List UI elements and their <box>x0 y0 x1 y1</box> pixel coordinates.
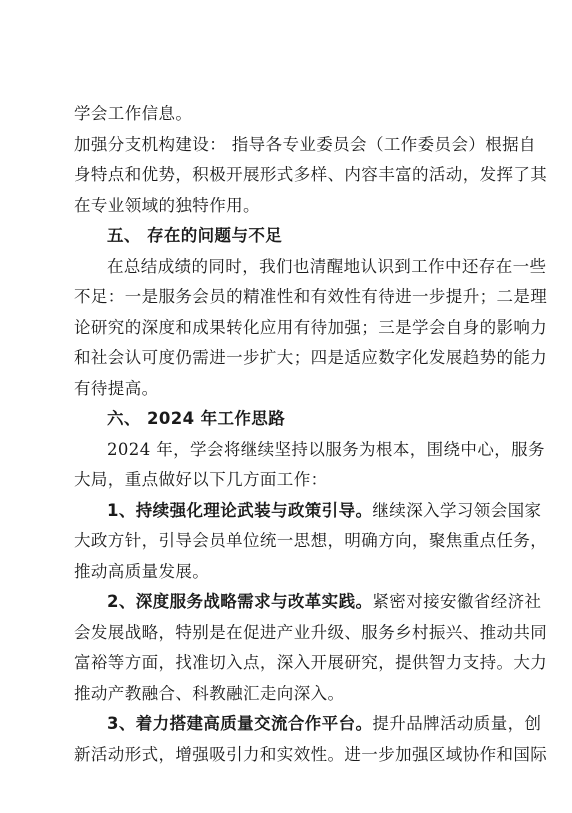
text-line <box>74 709 542 740</box>
text-line: 新活动形式，增强吸引力和实效性。进一步加强区域协作和国际 <box>74 744 548 764</box>
plan-item-2 <box>74 587 548 709</box>
text-line: 不足：一是服务会员的精准性和有效性有待进一步提升；二是理 <box>74 287 548 306</box>
plan-item-3 <box>74 709 548 770</box>
text-line: 和社会认可度仍需进一步扩大；四是适应数字化发展趋势的能力 <box>74 348 548 367</box>
text-line: 大政方针，引导会员单位统一思想，明确方向，聚焦重点任务， <box>74 531 548 550</box>
document-page <box>74 99 548 770</box>
text-line: 学会工作信息。 <box>74 104 193 123</box>
text-line: 在专业领域的独特作用。 <box>74 195 260 215</box>
text-line: 推动产教融合、科教融汇走向深入。 <box>74 683 345 703</box>
plan-item-1 <box>74 496 548 588</box>
text-line: 加强分支机构建设： 指导各专业委员会（工作委员会）根据自 <box>74 134 536 154</box>
text-line: 会发展战略，特别是在促进产业升级、服务乡村振兴、推动共同 <box>74 622 548 642</box>
plan-item-title: 2、深度服务战略需求与改革实践。 <box>107 592 373 611</box>
plan-item-title: 3、着力搭建高质量交流合作平台。 <box>107 714 373 733</box>
text-line: 2024 年，学会将继续坚持以服务为根本，围绕中心，服务 <box>107 439 545 459</box>
section-heading-problems: 五、 存在的问题与不足 <box>107 226 283 245</box>
plan-item-title: 1、持续强化理论武装与政策引导。 <box>107 500 373 520</box>
paragraph-continuation <box>74 99 504 130</box>
text-line: 在总结成绩的同时，我们也清醒地认识到工作中还存在一些 <box>107 256 547 276</box>
text-line: 身特点和优势，积极开展形式多样、内容丰富的活动，发挥了其 <box>74 165 548 184</box>
text-line: 有待提高。 <box>74 378 159 398</box>
section-heading-2024-plan: 六、 2024 年工作思路 <box>107 409 286 428</box>
plan-item-text: 提升品牌活动质量，创 <box>372 714 542 733</box>
text-line: 论研究的深度和成果转化应用有待加强；三是学会自身的影响力 <box>74 317 548 337</box>
paragraph-2024-intro <box>74 435 545 496</box>
plan-item-text: 紧密对接安徽省经济社 <box>372 592 542 611</box>
text-line: 富裕等方面，找准切入点，深入开展研究，提供智力支持。大力 <box>74 653 548 672</box>
text-line <box>74 496 542 527</box>
paragraph-branch-building <box>74 130 548 222</box>
paragraph-problems <box>74 252 548 405</box>
plan-item-text: 继续深入学习领会国家 <box>372 500 542 520</box>
text-line <box>74 587 542 618</box>
text-line: 推动高质量发展。 <box>74 561 210 581</box>
text-line: 大局，重点做好以下几方面工作： <box>74 470 328 489</box>
